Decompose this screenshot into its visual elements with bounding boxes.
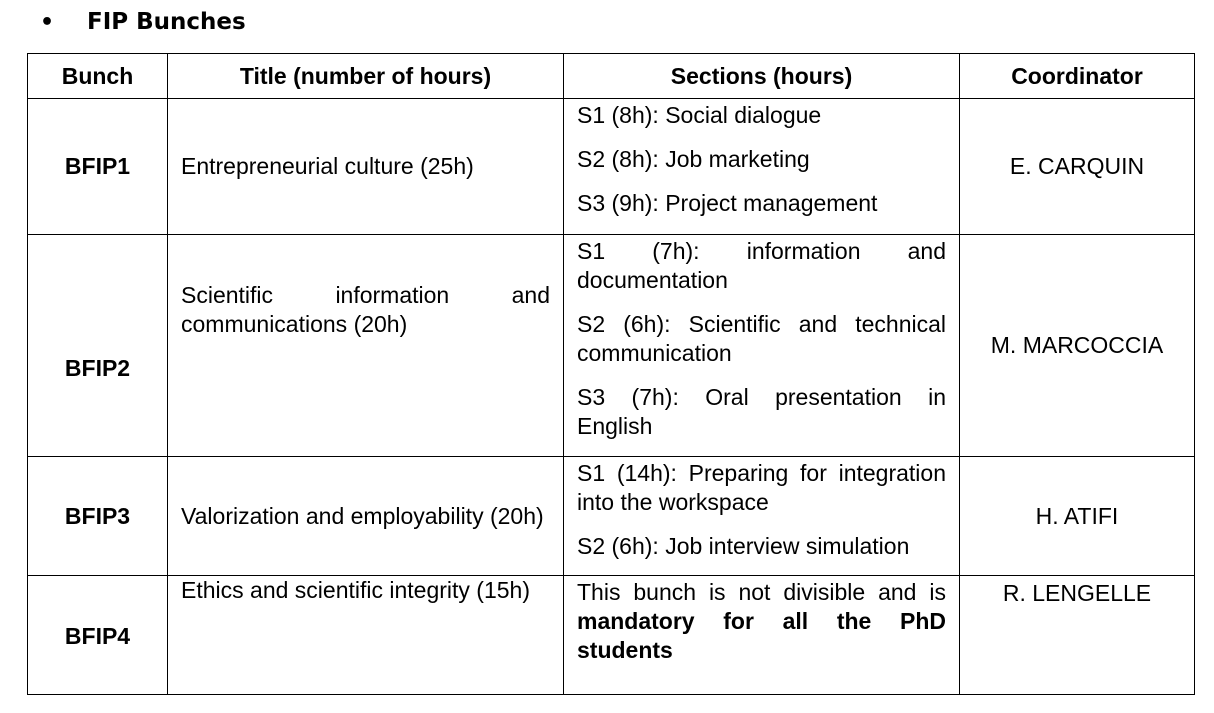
sections-cell xyxy=(564,457,960,576)
section-heading xyxy=(40,5,246,39)
section-item: S3 (7h): Oral presentation in English xyxy=(577,384,946,439)
coordinator-cell: M. MARCOCCIA xyxy=(960,235,1195,457)
coordinator-cell: E. CARQUIN xyxy=(960,99,1195,235)
bunch-cell: BFIP4 xyxy=(28,576,168,695)
header-title: Title (number of hours) xyxy=(168,54,564,99)
coordinator-cell: R. LENGELLE xyxy=(960,576,1195,695)
section-item: S2 (6h): Scientific and technical communication xyxy=(577,311,946,366)
section-title: FIP Bunches xyxy=(87,9,246,35)
title-cell: Entrepreneurial culture (25h) xyxy=(168,99,564,235)
title-cell: Ethics and scientific integrity (15h) xyxy=(168,576,564,695)
bunch-cell: BFIP3 xyxy=(28,457,168,576)
table-row xyxy=(28,457,1195,576)
sections-cell xyxy=(564,235,960,457)
section-note-plain: This bunch is not divisible and is xyxy=(577,579,946,605)
header-bunch: Bunch xyxy=(28,54,168,99)
table-header-row xyxy=(28,54,1195,99)
header-sections: Sections (hours) xyxy=(564,54,960,99)
section-note xyxy=(577,578,946,665)
section-item: S2 (8h): Job marketing xyxy=(577,146,810,172)
table-row xyxy=(28,99,1195,235)
title-cell: Valorization and employability (20h) xyxy=(168,457,564,576)
section-item: S1 (8h): Social dialogue xyxy=(577,102,822,128)
bunch-cell: BFIP2 xyxy=(28,235,168,457)
sections-cell xyxy=(564,576,960,695)
coordinator-cell: H. ATIFI xyxy=(960,457,1195,576)
header-coordinator: Coordinator xyxy=(960,54,1195,99)
section-item: S2 (6h): Job interview simulation xyxy=(577,533,910,559)
table-row xyxy=(28,576,1195,695)
fip-bunches-table xyxy=(27,53,1195,695)
section-note-bold: mandatory for all the PhD students xyxy=(577,608,946,663)
title-cell: Scientific information and communications (20h) xyxy=(168,235,564,457)
bunch-cell: BFIP1 xyxy=(28,99,168,235)
table-row xyxy=(28,235,1195,457)
sections-cell xyxy=(564,99,960,235)
bullet-icon: • xyxy=(40,9,55,35)
section-item: S3 (9h): Project management xyxy=(577,190,878,216)
section-item: S1 (14h): Preparing for integration into the workspace xyxy=(577,460,946,515)
section-item: S1 (7h): information and documentation xyxy=(577,238,946,293)
